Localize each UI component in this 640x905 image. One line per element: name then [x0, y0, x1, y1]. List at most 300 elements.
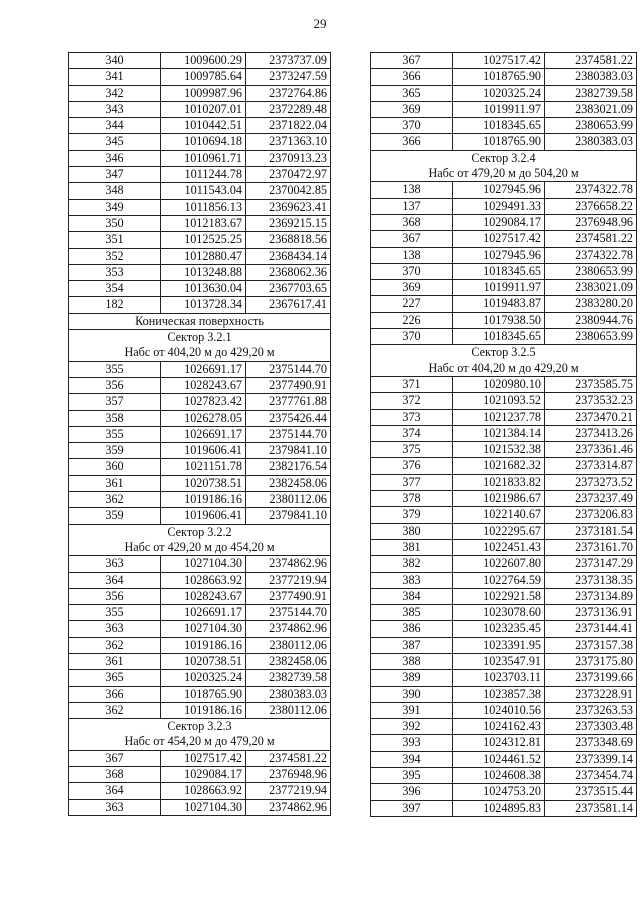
sector-heading-row [371, 345, 637, 361]
table-row [69, 443, 331, 459]
y-coordinate-cell: 2377219.94 [246, 572, 331, 588]
point-number-cell: 365 [69, 670, 161, 686]
x-coordinate-cell: 1021682.32 [453, 458, 545, 474]
point-number-cell: 366 [69, 686, 161, 702]
y-coordinate-cell: 2377219.94 [246, 783, 331, 799]
table-row [371, 670, 637, 686]
y-coordinate-cell: 2380383.03 [246, 686, 331, 702]
y-coordinate-cell: 2376658.22 [545, 198, 637, 214]
y-coordinate-cell: 2373470.21 [545, 409, 637, 425]
x-coordinate-cell: 1013248.88 [161, 264, 246, 280]
point-number-cell: 371 [371, 376, 453, 392]
height-range-row [69, 345, 331, 361]
y-coordinate-cell: 2373515.44 [545, 784, 637, 800]
y-coordinate-cell: 2368062.36 [246, 264, 331, 280]
y-coordinate-cell: 2370472.97 [246, 167, 331, 183]
y-coordinate-cell: 2374581.22 [246, 750, 331, 766]
surface-title: Коническая поверхность [69, 313, 331, 329]
table-row [371, 231, 637, 247]
table-row [371, 425, 637, 441]
x-coordinate-cell: 1012525.25 [161, 232, 246, 248]
point-number-cell: 396 [371, 784, 453, 800]
table-row [371, 539, 637, 555]
y-coordinate-cell: 2380112.06 [246, 702, 331, 718]
point-number-cell: 368 [371, 214, 453, 230]
table-row [69, 653, 331, 669]
table-row [69, 637, 331, 653]
table-row [371, 214, 637, 230]
table-row [371, 442, 637, 458]
y-coordinate-cell: 2380112.06 [246, 492, 331, 508]
table-row [371, 556, 637, 572]
table-row [69, 264, 331, 280]
height-range: Набс от 404,20 м до 429,20 м [371, 361, 637, 377]
x-coordinate-cell: 1013630.04 [161, 281, 246, 297]
x-coordinate-cell: 1029084.17 [453, 214, 545, 230]
x-coordinate-cell: 1024753.20 [453, 784, 545, 800]
x-coordinate-cell: 1019483.87 [453, 296, 545, 312]
table-row [69, 85, 331, 101]
x-coordinate-cell: 1019911.97 [453, 280, 545, 296]
point-number-cell: 363 [69, 799, 161, 815]
point-number-cell: 362 [69, 492, 161, 508]
table-row [371, 588, 637, 604]
y-coordinate-cell: 2373175.80 [545, 653, 637, 669]
y-coordinate-cell: 2377490.91 [246, 377, 331, 393]
x-coordinate-cell: 1020980.10 [453, 376, 545, 392]
x-coordinate-cell: 1028663.92 [161, 572, 246, 588]
point-number-cell: 356 [69, 377, 161, 393]
table-row [371, 182, 637, 198]
y-coordinate-cell: 2373413.26 [545, 425, 637, 441]
table-row [69, 588, 331, 604]
table-row [371, 702, 637, 718]
height-range-row [69, 540, 331, 556]
point-number-cell: 354 [69, 281, 161, 297]
y-coordinate-cell: 2370042.85 [246, 183, 331, 199]
x-coordinate-cell: 1010961.71 [161, 150, 246, 166]
x-coordinate-cell: 1024010.56 [453, 702, 545, 718]
y-coordinate-cell: 2374862.96 [246, 799, 331, 815]
point-number-cell: 359 [69, 443, 161, 459]
sector-title: Сектор 3.2.5 [371, 345, 637, 361]
x-coordinate-cell: 1022295.67 [453, 523, 545, 539]
table-row [69, 377, 331, 393]
y-coordinate-cell: 2375426.44 [246, 410, 331, 426]
table-row [69, 783, 331, 799]
x-coordinate-cell: 1024162.43 [453, 719, 545, 735]
x-coordinate-cell: 1018345.65 [453, 329, 545, 345]
y-coordinate-cell: 2373161.70 [545, 539, 637, 555]
y-coordinate-cell: 2368818.56 [246, 232, 331, 248]
y-coordinate-cell: 2372764.86 [246, 85, 331, 101]
y-coordinate-cell: 2373206.83 [545, 507, 637, 523]
x-coordinate-cell: 1027945.96 [453, 247, 545, 263]
coordinates-table-right [370, 52, 637, 817]
table-row [69, 199, 331, 215]
y-coordinate-cell: 2382458.06 [246, 653, 331, 669]
y-coordinate-cell: 2371822.04 [246, 118, 331, 134]
x-coordinate-cell: 1023857.38 [453, 686, 545, 702]
x-coordinate-cell: 1021986.67 [453, 491, 545, 507]
y-coordinate-cell: 2369623.41 [246, 199, 331, 215]
y-coordinate-cell: 2377761.88 [246, 394, 331, 410]
point-number-cell: 370 [371, 263, 453, 279]
sector-title: Сектор 3.2.4 [371, 150, 637, 166]
x-coordinate-cell: 1026691.17 [161, 361, 246, 377]
x-coordinate-cell: 1020325.24 [453, 85, 545, 101]
point-number-cell: 394 [371, 751, 453, 767]
table-row [69, 572, 331, 588]
point-number-cell: 341 [69, 69, 161, 85]
sector-heading-row [69, 524, 331, 540]
x-coordinate-cell: 1028243.67 [161, 377, 246, 393]
table-row [69, 475, 331, 491]
x-coordinate-cell: 1023547.91 [453, 653, 545, 669]
x-coordinate-cell: 1029084.17 [161, 767, 246, 783]
table-row [69, 670, 331, 686]
table-row [371, 474, 637, 490]
point-number-cell: 385 [371, 605, 453, 621]
point-number-cell: 366 [371, 134, 453, 150]
sector-title: Сектор 3.2.3 [69, 719, 331, 735]
y-coordinate-cell: 2376948.96 [545, 214, 637, 230]
point-number-cell: 348 [69, 183, 161, 199]
x-coordinate-cell: 1023391.95 [453, 637, 545, 653]
x-coordinate-cell: 1024312.81 [453, 735, 545, 751]
table-row [69, 248, 331, 264]
point-number-cell: 379 [371, 507, 453, 523]
y-coordinate-cell: 2379841.10 [246, 508, 331, 524]
point-number-cell: 226 [371, 312, 453, 328]
sector-title: Сектор 3.2.1 [69, 330, 331, 346]
x-coordinate-cell: 1018765.90 [453, 134, 545, 150]
table-row [371, 312, 637, 328]
table-row [69, 53, 331, 69]
x-coordinate-cell: 1018345.65 [453, 263, 545, 279]
point-number-cell: 373 [371, 409, 453, 425]
y-coordinate-cell: 2373136.91 [545, 605, 637, 621]
y-coordinate-cell: 2373247.59 [246, 69, 331, 85]
point-number-cell: 346 [69, 150, 161, 166]
point-number-cell: 227 [371, 296, 453, 312]
x-coordinate-cell: 1021151.78 [161, 459, 246, 475]
x-coordinate-cell: 1019186.16 [161, 492, 246, 508]
x-coordinate-cell: 1027104.30 [161, 621, 246, 637]
table-row [69, 702, 331, 718]
point-number-cell: 358 [69, 410, 161, 426]
y-coordinate-cell: 2373157.38 [545, 637, 637, 653]
table-row [69, 767, 331, 783]
y-coordinate-cell: 2374322.78 [545, 247, 637, 263]
x-coordinate-cell: 1020325.24 [161, 670, 246, 686]
point-number-cell: 370 [371, 118, 453, 134]
point-number-cell: 374 [371, 425, 453, 441]
table-row [69, 459, 331, 475]
y-coordinate-cell: 2376948.96 [246, 767, 331, 783]
table-row [371, 101, 637, 117]
y-coordinate-cell: 2374322.78 [545, 182, 637, 198]
x-coordinate-cell: 1019186.16 [161, 702, 246, 718]
point-number-cell: 367 [371, 231, 453, 247]
x-coordinate-cell: 1027517.42 [161, 750, 246, 766]
table-row [371, 784, 637, 800]
x-coordinate-cell: 1023078.60 [453, 605, 545, 621]
table-row [69, 167, 331, 183]
table-row [371, 376, 637, 392]
table-row [371, 393, 637, 409]
y-coordinate-cell: 2373181.54 [545, 523, 637, 539]
x-coordinate-cell: 1009987.96 [161, 85, 246, 101]
point-number-cell: 397 [371, 800, 453, 816]
x-coordinate-cell: 1022451.43 [453, 539, 545, 555]
x-coordinate-cell: 1024608.38 [453, 768, 545, 784]
table-row [371, 605, 637, 621]
y-coordinate-cell: 2373134.89 [545, 588, 637, 604]
table-row [371, 118, 637, 134]
point-number-cell: 388 [371, 653, 453, 669]
y-coordinate-cell: 2382458.06 [246, 475, 331, 491]
x-coordinate-cell: 1019186.16 [161, 637, 246, 653]
table-row [69, 215, 331, 231]
table-row [371, 198, 637, 214]
table-row [69, 281, 331, 297]
point-number-cell: 340 [69, 53, 161, 69]
y-coordinate-cell: 2374581.22 [545, 53, 637, 69]
table-row [371, 719, 637, 735]
point-number-cell: 369 [371, 280, 453, 296]
table-row [371, 686, 637, 702]
y-coordinate-cell: 2375144.70 [246, 426, 331, 442]
point-number-cell: 383 [371, 572, 453, 588]
point-number-cell: 390 [371, 686, 453, 702]
x-coordinate-cell: 1028663.92 [161, 783, 246, 799]
y-coordinate-cell: 2373454.74 [545, 768, 637, 784]
table-row [371, 768, 637, 784]
y-coordinate-cell: 2369215.15 [246, 215, 331, 231]
sector-heading-row [69, 330, 331, 346]
table-row [69, 118, 331, 134]
y-coordinate-cell: 2373581.14 [545, 800, 637, 816]
y-coordinate-cell: 2373303.48 [545, 719, 637, 735]
table-row [69, 605, 331, 621]
point-number-cell: 369 [371, 101, 453, 117]
table-row [371, 247, 637, 263]
y-coordinate-cell: 2373314.87 [545, 458, 637, 474]
y-coordinate-cell: 2380383.03 [545, 69, 637, 85]
y-coordinate-cell: 2373399.14 [545, 751, 637, 767]
y-coordinate-cell: 2373147.29 [545, 556, 637, 572]
point-number-cell: 367 [371, 53, 453, 69]
point-number-cell: 362 [69, 702, 161, 718]
y-coordinate-cell: 2383280.20 [545, 296, 637, 312]
height-range-row [69, 734, 331, 750]
height-range: Набс от 479,20 м до 504,20 м [371, 166, 637, 182]
coordinates-table-left [68, 52, 331, 816]
table-row [371, 800, 637, 816]
y-coordinate-cell: 2383021.09 [545, 101, 637, 117]
x-coordinate-cell: 1010442.51 [161, 118, 246, 134]
x-coordinate-cell: 1021093.52 [453, 393, 545, 409]
x-coordinate-cell: 1010207.01 [161, 101, 246, 117]
x-coordinate-cell: 1019911.97 [453, 101, 545, 117]
point-number-cell: 182 [69, 297, 161, 313]
x-coordinate-cell: 1024461.52 [453, 751, 545, 767]
y-coordinate-cell: 2373199.66 [545, 670, 637, 686]
x-coordinate-cell: 1028243.67 [161, 588, 246, 604]
x-coordinate-cell: 1027517.42 [453, 53, 545, 69]
height-range: Набс от 429,20 м до 454,20 м [69, 540, 331, 556]
table-row [69, 799, 331, 815]
point-number-cell: 351 [69, 232, 161, 248]
x-coordinate-cell: 1019606.41 [161, 443, 246, 459]
height-range: Набс от 454,20 м до 479,20 м [69, 734, 331, 750]
y-coordinate-cell: 2380112.06 [246, 637, 331, 653]
table-row [69, 492, 331, 508]
point-number-cell: 384 [371, 588, 453, 604]
point-number-cell: 345 [69, 134, 161, 150]
table-row [371, 637, 637, 653]
table-row [69, 394, 331, 410]
table-row [69, 101, 331, 117]
y-coordinate-cell: 2373585.75 [545, 376, 637, 392]
y-coordinate-cell: 2379841.10 [246, 443, 331, 459]
point-number-cell: 380 [371, 523, 453, 539]
table-row [69, 232, 331, 248]
y-coordinate-cell: 2380944.76 [545, 312, 637, 328]
y-coordinate-cell: 2373228.91 [545, 686, 637, 702]
x-coordinate-cell: 1027104.30 [161, 799, 246, 815]
x-coordinate-cell: 1009600.29 [161, 53, 246, 69]
point-number-cell: 387 [371, 637, 453, 653]
x-coordinate-cell: 1020738.51 [161, 475, 246, 491]
table-row [371, 735, 637, 751]
x-coordinate-cell: 1021833.82 [453, 474, 545, 490]
x-coordinate-cell: 1026278.05 [161, 410, 246, 426]
x-coordinate-cell: 1012183.67 [161, 215, 246, 231]
point-number-cell: 361 [69, 653, 161, 669]
x-coordinate-cell: 1029491.33 [453, 198, 545, 214]
table-row [69, 183, 331, 199]
point-number-cell: 355 [69, 426, 161, 442]
y-coordinate-cell: 2372289.48 [246, 101, 331, 117]
table-row [371, 621, 637, 637]
point-number-cell: 366 [371, 69, 453, 85]
point-number-cell: 386 [371, 621, 453, 637]
x-coordinate-cell: 1012880.47 [161, 248, 246, 264]
coordinates-table-left-body [69, 53, 331, 816]
y-coordinate-cell: 2371363.10 [246, 134, 331, 150]
point-number-cell: 368 [69, 767, 161, 783]
point-number-cell: 393 [371, 735, 453, 751]
table-row [371, 409, 637, 425]
x-coordinate-cell: 1023703.11 [453, 670, 545, 686]
y-coordinate-cell: 2380653.99 [545, 263, 637, 279]
table-row [69, 297, 331, 313]
x-coordinate-cell: 1023235.45 [453, 621, 545, 637]
x-coordinate-cell: 1021384.14 [453, 425, 545, 441]
x-coordinate-cell: 1027823.42 [161, 394, 246, 410]
x-coordinate-cell: 1011244.78 [161, 167, 246, 183]
y-coordinate-cell: 2383021.09 [545, 280, 637, 296]
table-row [69, 750, 331, 766]
point-number-cell: 355 [69, 361, 161, 377]
x-coordinate-cell: 1026691.17 [161, 605, 246, 621]
x-coordinate-cell: 1021532.38 [453, 442, 545, 458]
height-range-row [371, 166, 637, 182]
point-number-cell: 137 [371, 198, 453, 214]
table-row [371, 523, 637, 539]
x-coordinate-cell: 1017938.50 [453, 312, 545, 328]
x-coordinate-cell: 1027945.96 [453, 182, 545, 198]
table-row [69, 361, 331, 377]
table-row [371, 572, 637, 588]
point-number-cell: 389 [371, 670, 453, 686]
point-number-cell: 375 [371, 442, 453, 458]
x-coordinate-cell: 1022140.67 [453, 507, 545, 523]
x-coordinate-cell: 1020738.51 [161, 653, 246, 669]
x-coordinate-cell: 1018765.90 [161, 686, 246, 702]
y-coordinate-cell: 2374581.22 [545, 231, 637, 247]
x-coordinate-cell: 1011543.04 [161, 183, 246, 199]
y-coordinate-cell: 2370913.23 [246, 150, 331, 166]
y-coordinate-cell: 2367703.65 [246, 281, 331, 297]
point-number-cell: 355 [69, 605, 161, 621]
point-number-cell: 367 [69, 750, 161, 766]
table-row [371, 751, 637, 767]
point-number-cell: 372 [371, 393, 453, 409]
table-row [371, 296, 637, 312]
table-row [371, 280, 637, 296]
x-coordinate-cell: 1013728.34 [161, 297, 246, 313]
height-range: Набс от 404,20 м до 429,20 м [69, 345, 331, 361]
table-row [371, 653, 637, 669]
x-coordinate-cell: 1027104.30 [161, 556, 246, 572]
height-range-row [371, 361, 637, 377]
y-coordinate-cell: 2374862.96 [246, 556, 331, 572]
y-coordinate-cell: 2375144.70 [246, 605, 331, 621]
table-row [69, 621, 331, 637]
x-coordinate-cell: 1021237.78 [453, 409, 545, 425]
y-coordinate-cell: 2380383.03 [545, 134, 637, 150]
x-coordinate-cell: 1011856.13 [161, 199, 246, 215]
y-coordinate-cell: 2373361.46 [545, 442, 637, 458]
x-coordinate-cell: 1024895.83 [453, 800, 545, 816]
x-coordinate-cell: 1018345.65 [453, 118, 545, 134]
point-number-cell: 356 [69, 588, 161, 604]
page-number: 29 [313, 16, 327, 31]
point-number-cell: 370 [371, 329, 453, 345]
table-row [69, 150, 331, 166]
point-number-cell: 344 [69, 118, 161, 134]
point-number-cell: 357 [69, 394, 161, 410]
point-number-cell: 360 [69, 459, 161, 475]
point-number-cell: 395 [371, 768, 453, 784]
point-number-cell: 363 [69, 556, 161, 572]
point-number-cell: 362 [69, 637, 161, 653]
x-coordinate-cell: 1010694.18 [161, 134, 246, 150]
x-coordinate-cell: 1027517.42 [453, 231, 545, 247]
point-number-cell: 363 [69, 621, 161, 637]
x-coordinate-cell: 1026691.17 [161, 426, 246, 442]
point-number-cell: 352 [69, 248, 161, 264]
table-row [371, 263, 637, 279]
y-coordinate-cell: 2375144.70 [246, 361, 331, 377]
y-coordinate-cell: 2382739.58 [545, 85, 637, 101]
surface-heading-row [69, 313, 331, 329]
point-number-cell: 376 [371, 458, 453, 474]
y-coordinate-cell: 2377490.91 [246, 588, 331, 604]
